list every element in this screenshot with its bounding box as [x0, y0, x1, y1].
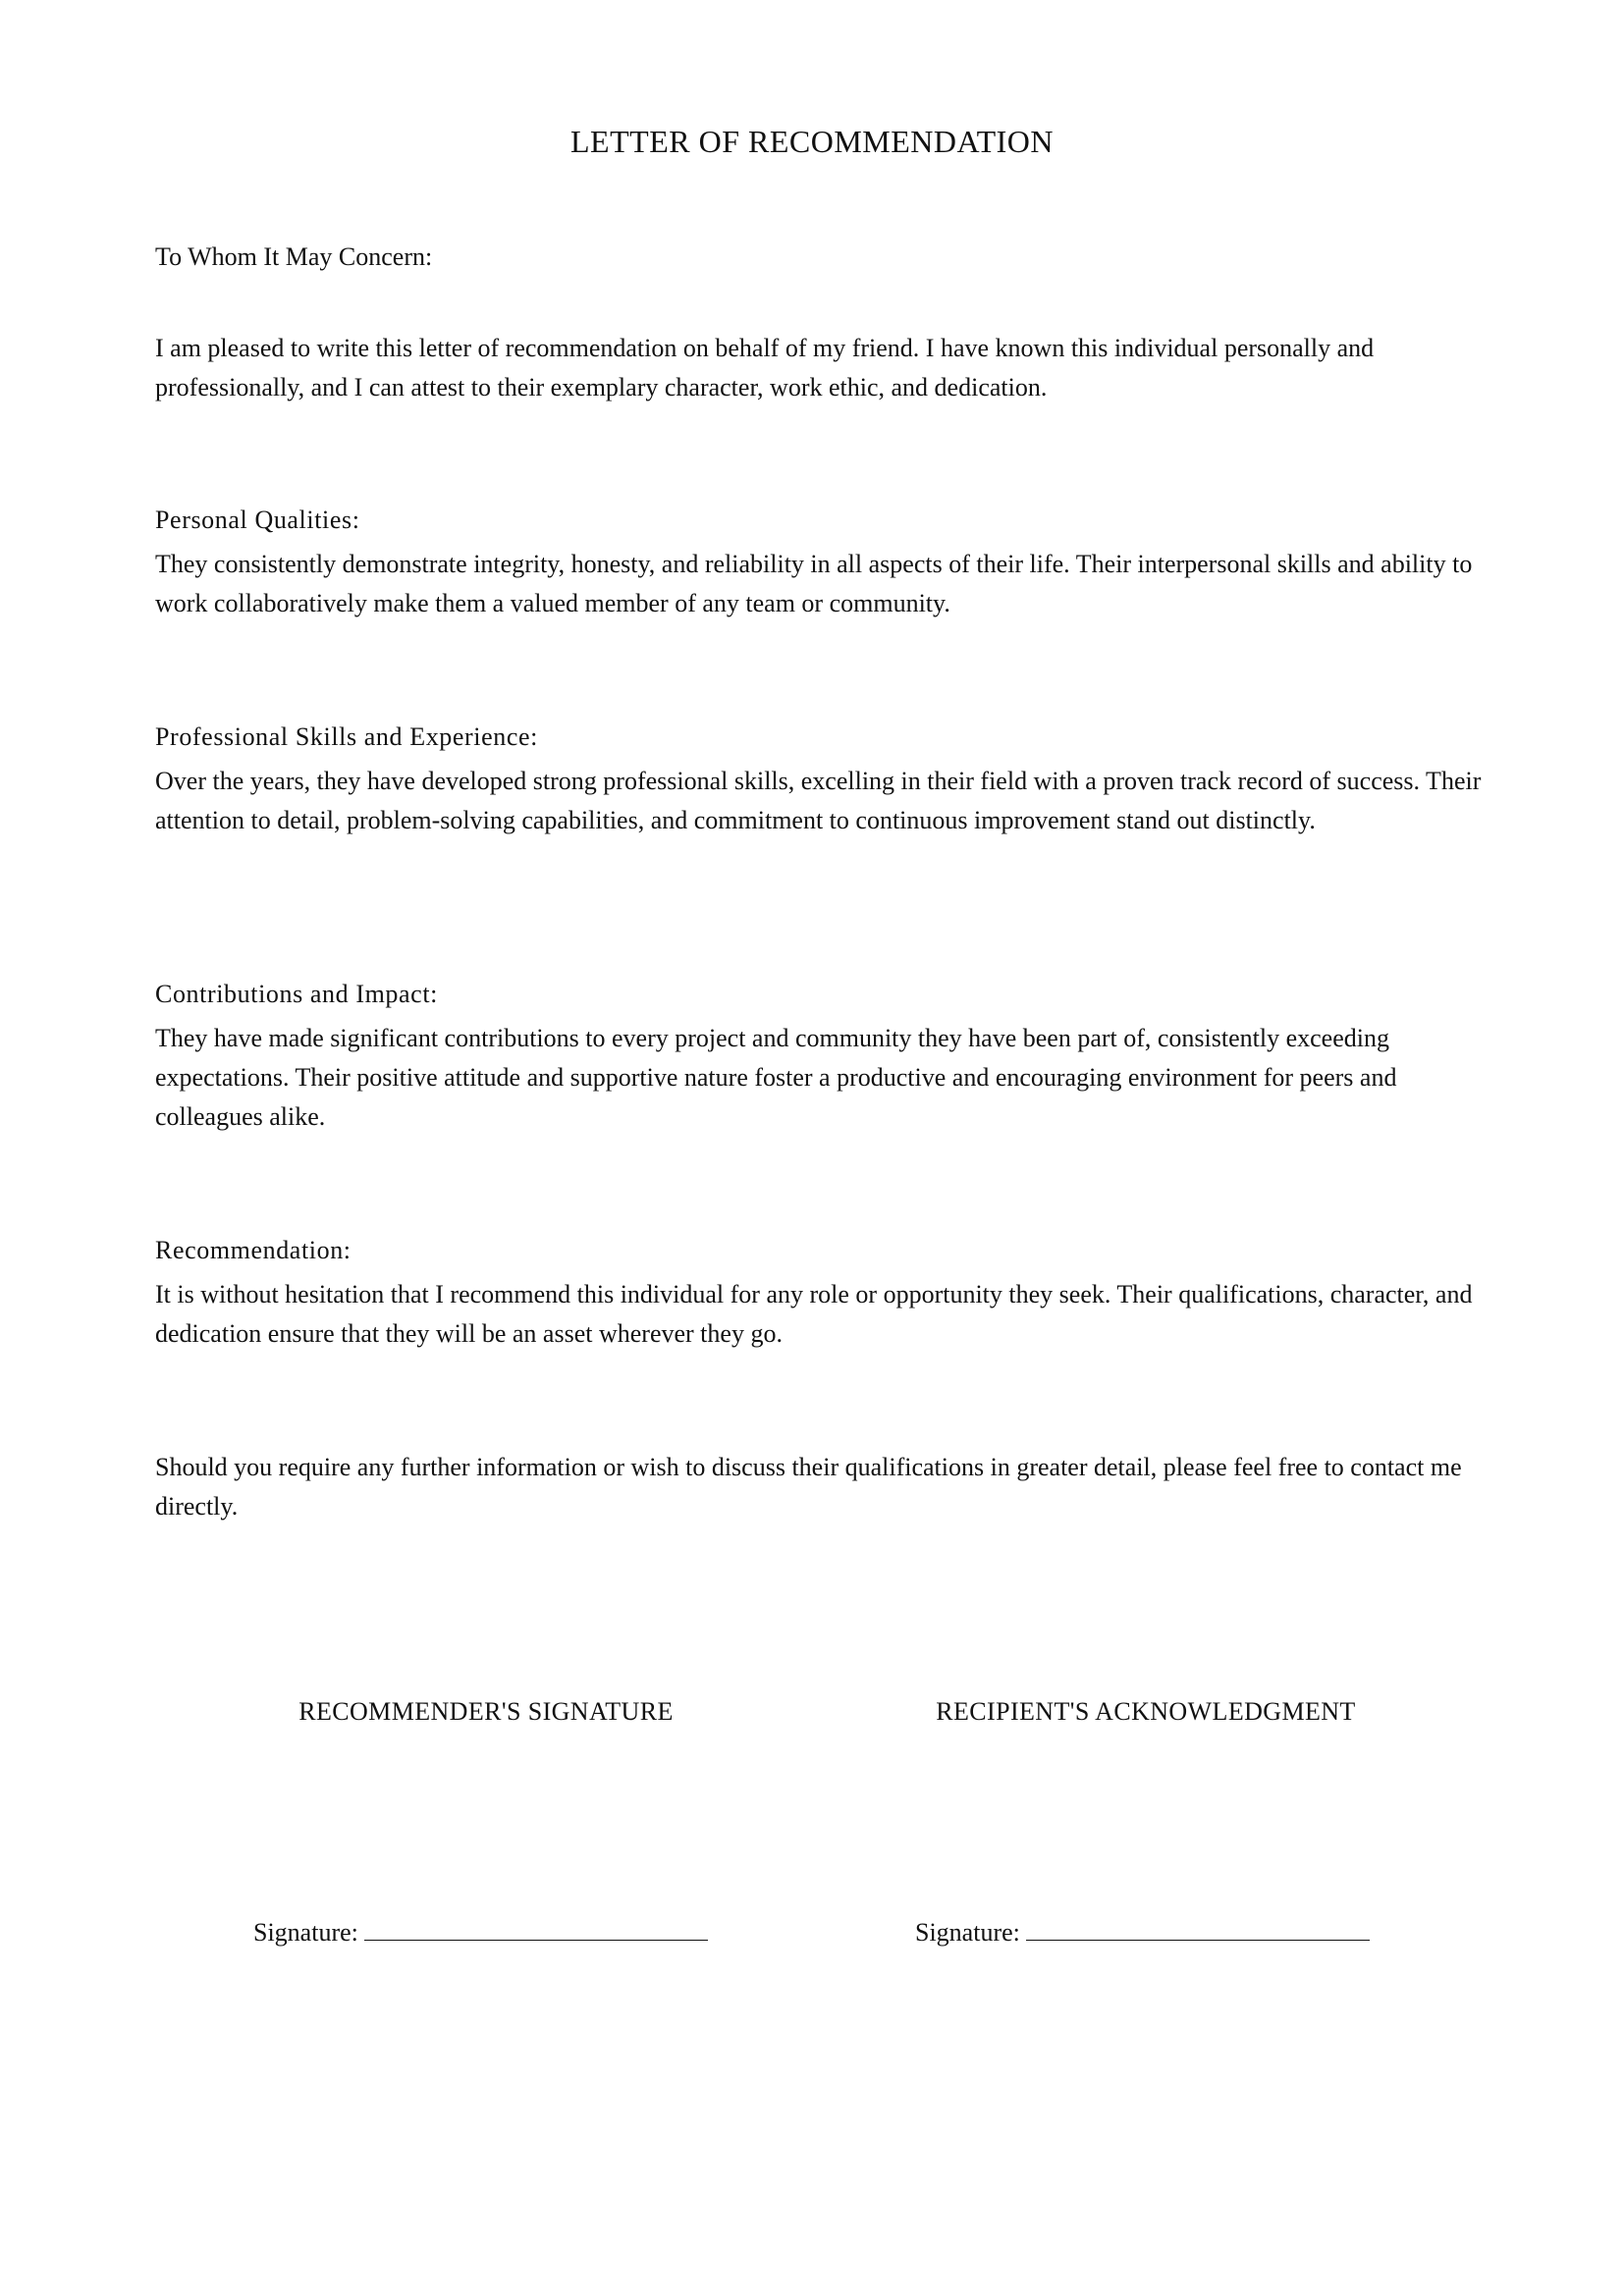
- section-heading-professional-skills: Professional Skills and Experience:: [155, 722, 538, 751]
- section-heading-contributions: Contributions and Impact:: [155, 980, 438, 1008]
- document-title: LETTER OF RECOMMENDATION: [570, 124, 1054, 159]
- recipient-signature-line: [915, 1914, 1370, 1950]
- intro-paragraph: I am pleased to write this letter of recommendation on behalf of my friend. I have known this individual personally and professionally, and I can attest to their exemplary character, work ethic, and dedication.: [155, 334, 1375, 401]
- recipient-signature-field[interactable]: [1026, 1914, 1370, 1941]
- recommender-signature-heading: RECOMMENDER'S SIGNATURE: [298, 1697, 674, 1726]
- recipient-signature-label: Signature:: [915, 1918, 1020, 1947]
- section-body-personal-qualities: They consistently demonstrate integrity, honesty, and reliability in all aspects of their life. Their interpersonal skills and ability to work collaboratively make them a valued member of any team or community.: [155, 550, 1473, 617]
- recommender-signature-line: [253, 1914, 708, 1950]
- salutation: To Whom It May Concern:: [155, 242, 433, 271]
- section-body-professional-skills: Over the years, they have developed strong professional skills, excelling in their field with a proven track record of success. Their attention to detail, problem-solving capabilities, and commitment to continuous improvement stand out distinctly.: [155, 767, 1482, 834]
- section-body-contributions: They have made significant contributions to every project and community they have been part of, consistently exceeding expectations. Their positive attitude and supportive nature foster a productive and encouraging environment for peers and colleagues alike.: [155, 1024, 1397, 1131]
- recipient-acknowledgment-heading: RECIPIENT'S ACKNOWLEDGMENT: [936, 1697, 1356, 1726]
- section-heading-recommendation: Recommendation:: [155, 1236, 352, 1264]
- closing-paragraph: Should you require any further information or wish to discuss their qualifications in greater detail, please feel free to contact me directly.: [155, 1453, 1462, 1521]
- recommender-signature-field[interactable]: [364, 1914, 708, 1941]
- section-heading-personal-qualities: Personal Qualities:: [155, 506, 360, 534]
- section-body-recommendation: It is without hesitation that I recommend this individual for any role or opportunity they seek. Their qualifications, character, and dedication ensure that they will be an asset wherever they go.: [155, 1280, 1473, 1348]
- recommender-signature-label: Signature:: [253, 1918, 358, 1947]
